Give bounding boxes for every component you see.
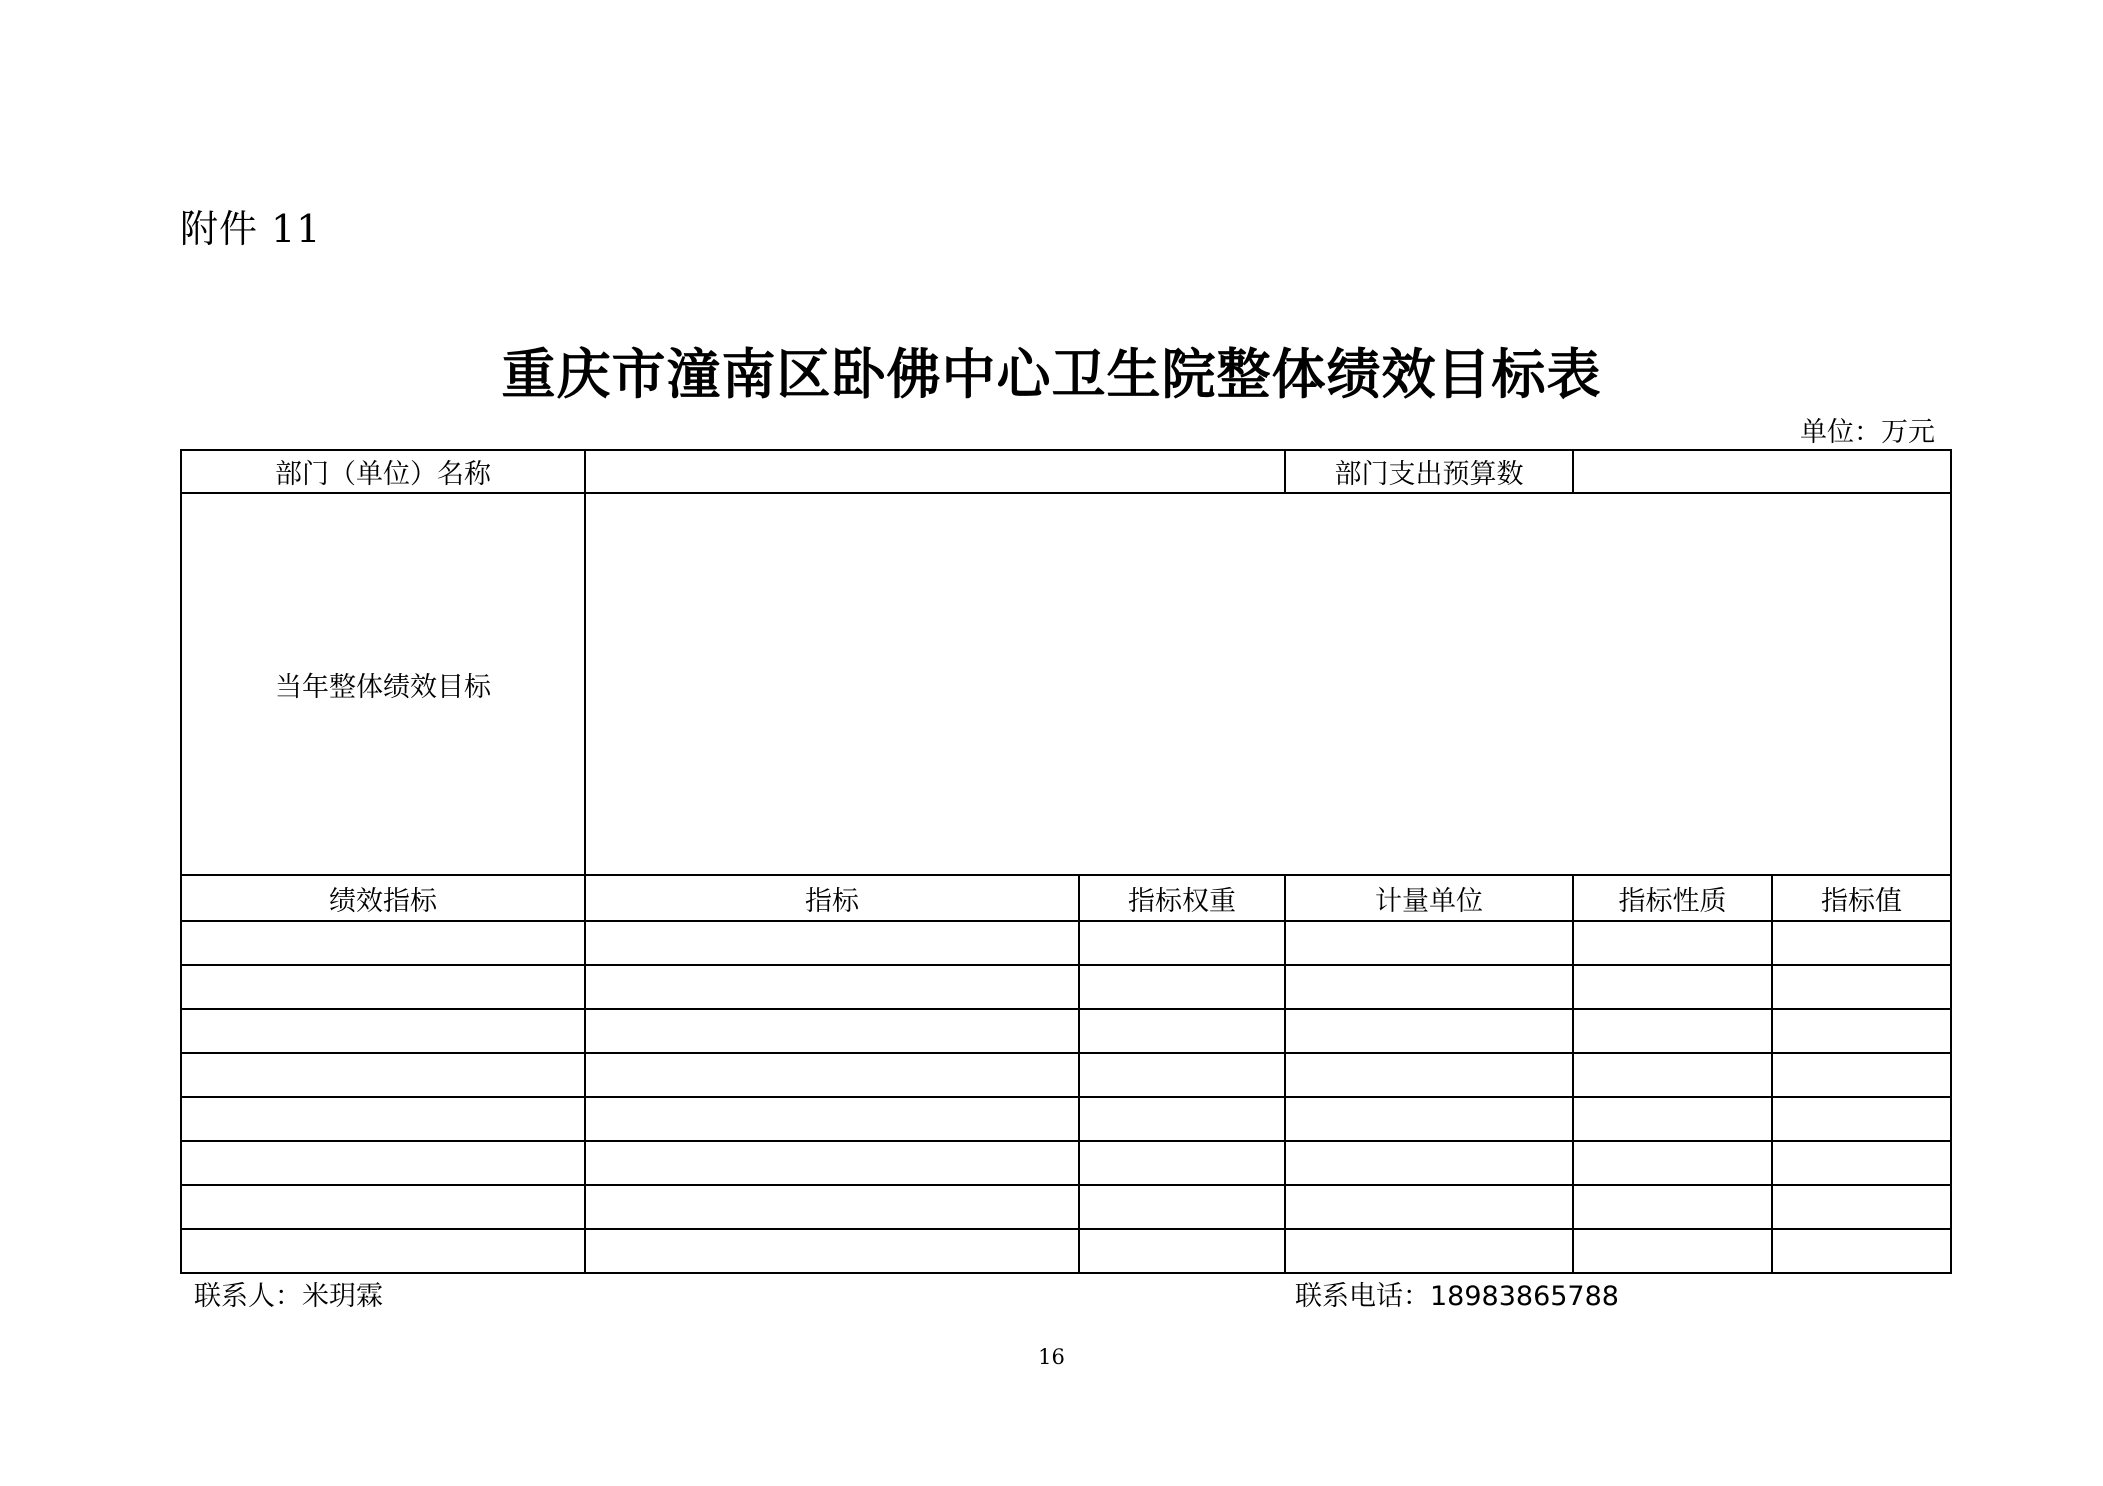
table-cell (1772, 1053, 1951, 1097)
table-cell (1079, 1229, 1285, 1273)
table-cell (585, 1009, 1079, 1053)
table-cell (1573, 1053, 1772, 1097)
column-header-indicator: 指标 (585, 875, 1079, 921)
table-cell (1772, 1229, 1951, 1273)
table-cell (181, 1185, 585, 1229)
table-cell (1285, 1053, 1573, 1097)
table-cell (585, 1141, 1079, 1185)
budget-value (1573, 450, 1951, 493)
table-row (181, 1141, 1951, 1185)
table-cell (585, 1097, 1079, 1141)
dept-name-label: 部门（单位）名称 (181, 450, 585, 493)
table-cell (1285, 1009, 1573, 1053)
performance-target-table (180, 449, 1952, 1274)
table-cell (1079, 965, 1285, 1009)
dept-name-value (585, 450, 1285, 493)
table-cell (1772, 1141, 1951, 1185)
table-cell (1573, 1097, 1772, 1141)
table-row (181, 1185, 1951, 1229)
column-header-row (181, 875, 1951, 921)
table-cell (585, 1185, 1079, 1229)
table-cell (181, 1229, 585, 1273)
table-cell (1573, 1185, 1772, 1229)
table-cell (1285, 1185, 1573, 1229)
annual-goal-label: 当年整体绩效目标 (181, 493, 585, 875)
table-cell (585, 1229, 1079, 1273)
table-cell (181, 1009, 585, 1053)
table-cell (1079, 1185, 1285, 1229)
table-cell (1573, 1141, 1772, 1185)
table-row (181, 1009, 1951, 1053)
annual-goal-value (585, 493, 1951, 875)
table-cell (1772, 1097, 1951, 1141)
dept-info-row (181, 450, 1951, 493)
contact-person: 联系人：米玥霖 (194, 1281, 383, 1312)
table-cell (1772, 921, 1951, 965)
table-cell (1079, 1053, 1285, 1097)
table-cell (585, 921, 1079, 965)
table-cell (1772, 1185, 1951, 1229)
table-cell (1285, 1097, 1573, 1141)
table-cell (1285, 921, 1573, 965)
table-cell (1079, 921, 1285, 965)
table-cell (1573, 965, 1772, 1009)
table-cell (1573, 1009, 1772, 1053)
table-cell (181, 921, 585, 965)
table-row (181, 1097, 1951, 1141)
table-cell (181, 1053, 585, 1097)
column-header-weight: 指标权重 (1079, 875, 1285, 921)
attachment-label: 附件 11 (180, 207, 322, 251)
column-header-indicator-category: 绩效指标 (181, 875, 585, 921)
unit-label: 单位：万元 (1800, 417, 1935, 448)
budget-label: 部门支出预算数 (1285, 450, 1573, 493)
table-cell (1772, 1009, 1951, 1053)
table-cell (1079, 1009, 1285, 1053)
table-row (181, 1229, 1951, 1273)
table-row (181, 1053, 1951, 1097)
contact-phone: 联系电话：18983865788 (1295, 1281, 1619, 1312)
column-header-value: 指标值 (1772, 875, 1951, 921)
table-cell (181, 1097, 585, 1141)
table-cell (1285, 1141, 1573, 1185)
page-number: 16 (1038, 1345, 1065, 1369)
table-cell (181, 965, 585, 1009)
column-header-nature: 指标性质 (1573, 875, 1772, 921)
table-row (181, 965, 1951, 1009)
table-cell (181, 1141, 585, 1185)
table-cell (1573, 921, 1772, 965)
page-title: 重庆市潼南区卧佛中心卫生院整体绩效目标表 (501, 342, 1602, 406)
table-cell (585, 1053, 1079, 1097)
table-row (181, 921, 1951, 965)
table-cell (1285, 965, 1573, 1009)
table-cell (1079, 1141, 1285, 1185)
table-cell (1079, 1097, 1285, 1141)
table-cell (1772, 965, 1951, 1009)
table-cell (1573, 1229, 1772, 1273)
table-cell (1285, 1229, 1573, 1273)
column-header-measure-unit: 计量单位 (1285, 875, 1573, 921)
table-cell (585, 965, 1079, 1009)
annual-goal-row (181, 493, 1951, 875)
